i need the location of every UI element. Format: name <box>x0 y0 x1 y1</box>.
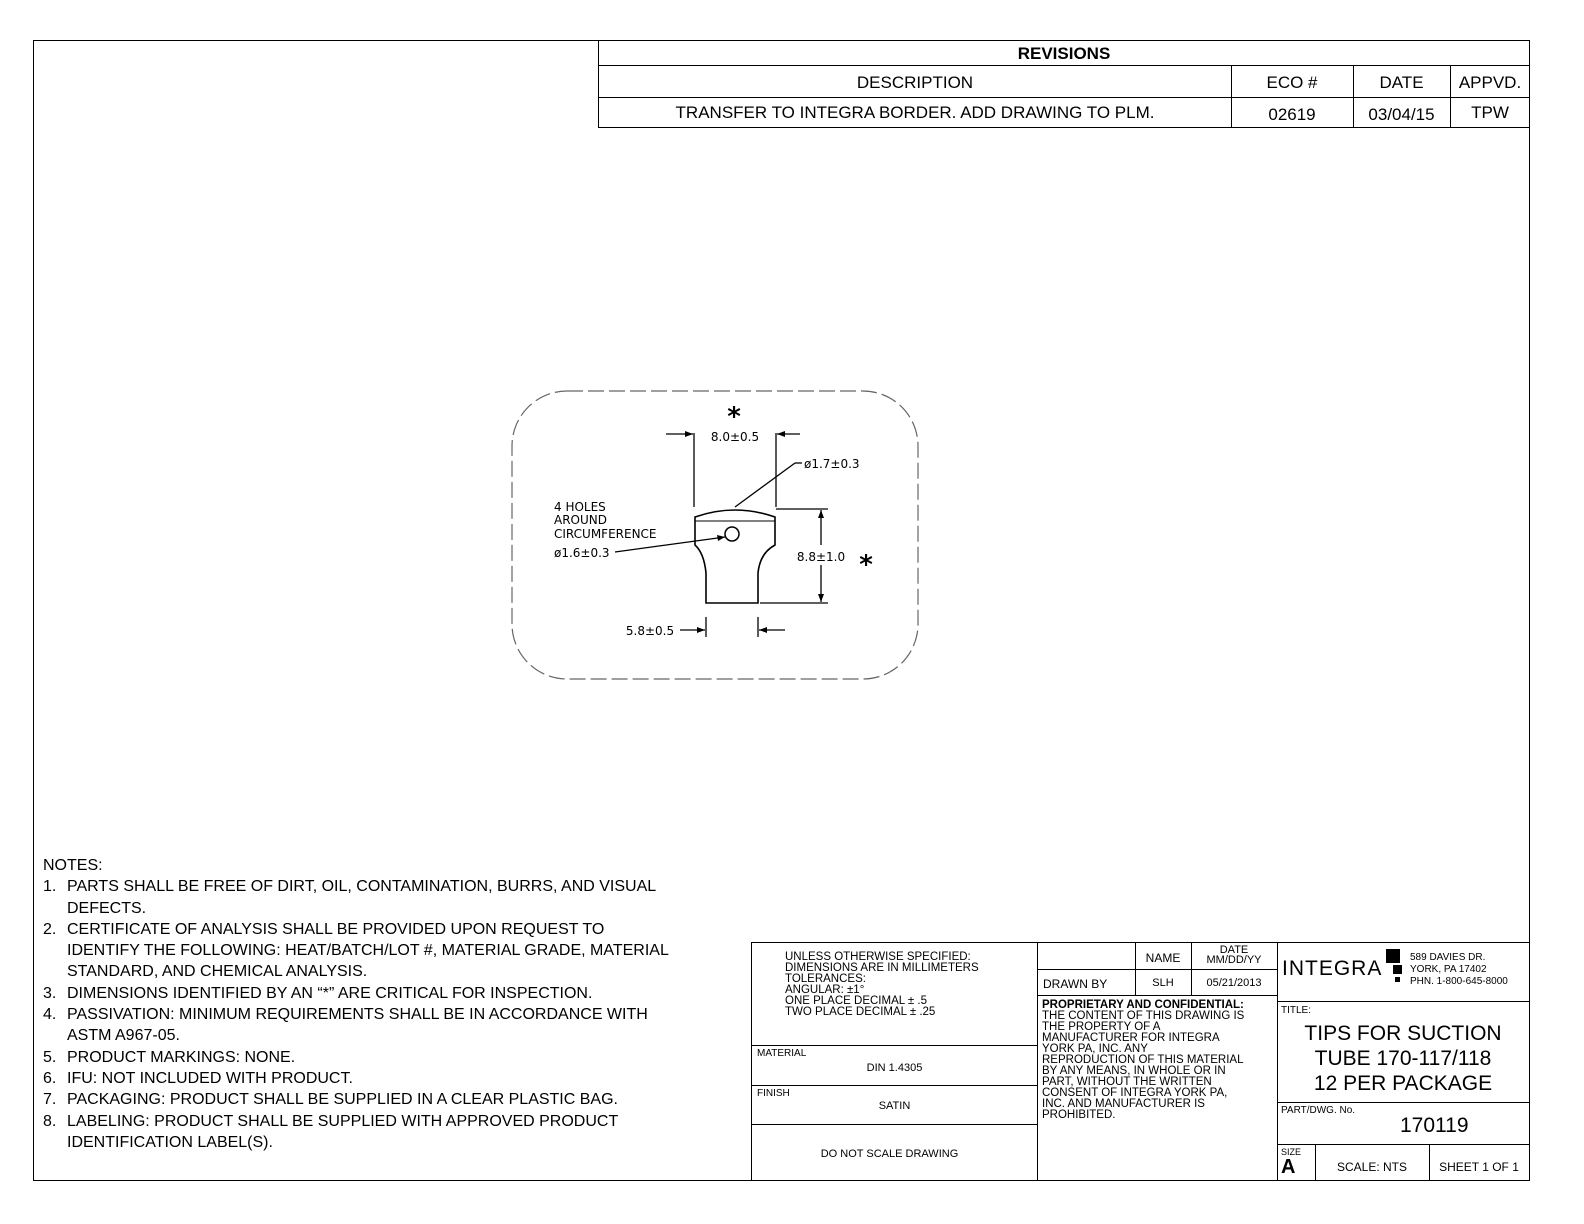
drawn-by-date: 05/21/2013 <box>1206 977 1262 989</box>
title-block <box>751 942 1530 1181</box>
note-item: 8. LABELING: PRODUCT SHALL BE SUPPLIED WITH APPROVED PRODUCT IDENTIFICATION LABEL(S). <box>43 1112 618 1151</box>
tolerances-note: UNLESS OTHERWISE SPECIFIED: DIMENSIONS ARE IN MILLIMETERS TOLERANCES: ANGULAR: ±1° ONE PLACE DECIMAL ± .5 TWO PLACE DECIMAL ± .25 <box>785 951 979 1018</box>
holes-line3: CIRCUMFERENCE <box>554 527 657 541</box>
col-appvd: APPVD. <box>1458 73 1522 92</box>
col-description: DESCRIPTION <box>856 73 974 92</box>
finish-label: FINISH <box>757 1088 790 1099</box>
proprietary-statement: PROPRIETARY AND CONFIDENTIAL: THE CONTENT OF THIS DRAWING IS THE PROPERTY OF A MANUFACTURER FOR INTEGRA YORK PA, INC. ANY REPRODUCTION OF THIS MATERIAL BY ANY MEANS, IN WHOLE OR IN PART, WITHOUT THE WRITTEN CONSENT OF INTEGRA YORK PA, INC. AND MANUFACTURER IS PROHIBITED. <box>1042 999 1245 1121</box>
critical-mark-top: * <box>727 402 741 432</box>
rev-appvd: TPW <box>1471 103 1509 122</box>
title-label: TITLE: <box>1281 1005 1312 1016</box>
dim-tip-hole: ø1.7±0.3 <box>804 457 860 471</box>
side-hole <box>725 527 739 541</box>
size-label: SIZE <box>1281 1147 1302 1157</box>
material-value: DIN 1.4305 <box>866 1062 923 1074</box>
col-date: DATE <box>1379 73 1424 92</box>
logo-square-icon <box>1393 965 1402 974</box>
note-item: 7. PACKAGING: PRODUCT SHALL BE SUPPLIED IN A CLEAR PLASTIC BAG. <box>43 1091 618 1109</box>
name-header: NAME <box>1145 951 1181 965</box>
do-not-scale: DO NOT SCALE DRAWING <box>820 1148 959 1160</box>
logo-square-icon <box>1395 977 1400 982</box>
material-label: MATERIAL <box>757 1048 807 1059</box>
date-header: DATE MM/DD/YY <box>1206 944 1262 966</box>
company-logo: INTEGRA <box>1282 957 1383 980</box>
drawn-by-name: SLH <box>1152 977 1174 989</box>
note-item: 3. DIMENSIONS IDENTIFIED BY AN “*” ARE CRITICAL FOR INSPECTION. <box>43 984 593 1002</box>
note-item: 6. IFU: NOT INCLUDED WITH PRODUCT. <box>43 1069 353 1087</box>
finish-value: SATIN <box>878 1100 911 1112</box>
col-eco: ECO # <box>1266 73 1318 92</box>
dim-width-bottom: 5.8±0.5 <box>625 624 675 638</box>
note-item: 4. PASSIVATION: MINIMUM REQUIREMENTS SHALL BE IN ACCORDANCE WITH ASTM A967-05. <box>43 1006 648 1045</box>
size-value: A <box>1281 1156 1296 1178</box>
logo-square-icon <box>1386 949 1400 963</box>
rev-date: 03/04/15 <box>1368 105 1435 124</box>
holes-line2: AROUND <box>554 513 607 527</box>
drawn-by-label: DRAWN BY <box>1043 977 1108 991</box>
dim-height: 8.8±1.0 <box>796 550 846 564</box>
revisions-header: REVISIONS <box>1017 44 1111 63</box>
scale: SCALE: NTS <box>1336 1160 1408 1174</box>
part-number: 170119 <box>1400 1114 1469 1137</box>
rev-eco: 02619 <box>1268 105 1316 124</box>
critical-mark-side: * <box>859 550 873 580</box>
tip-outline <box>695 510 775 603</box>
note-item: 1. PARTS SHALL BE FREE OF DIRT, OIL, CONTAMINATION, BURRS, AND VISUAL DEFECTS. <box>43 878 656 917</box>
notes <box>43 855 677 1153</box>
notes-heading: NOTES: <box>43 857 103 874</box>
drawing-title: TIPS FOR SUCTION TUBE 170-117/118 12 PER PACKAGE <box>1304 1022 1502 1095</box>
sheet: SHEET 1 OF 1 <box>1439 1160 1519 1174</box>
rev-description: TRANSFER TO INTEGRA BORDER. ADD DRAWING TO PLM. <box>675 103 1155 122</box>
holes-line1: 4 HOLES <box>554 500 606 514</box>
holes-line4: ø1.6±0.3 <box>554 546 610 560</box>
revisions-table <box>598 40 1530 128</box>
part-label: PART/DWG. No. <box>1281 1105 1356 1116</box>
note-item: 5. PRODUCT MARKINGS: NONE. <box>43 1048 296 1066</box>
company-address: 589 DAVIES DR. YORK, PA 17402 PHN. 1-800-645-8000 <box>1410 952 1508 987</box>
note-item: 2. CERTIFICATE OF ANALYSIS SHALL BE PROVIDED UPON REQUEST TO IDENTIFY THE FOLLOWING: HEAT/BATCH/LOT #, MATERIAL GRADE, MATERIAL STANDARD, AND CHEMICAL ANALYSIS. <box>43 920 669 981</box>
part-drawing <box>490 385 930 690</box>
dim-width-top: 8.0±0.5 <box>710 430 760 444</box>
